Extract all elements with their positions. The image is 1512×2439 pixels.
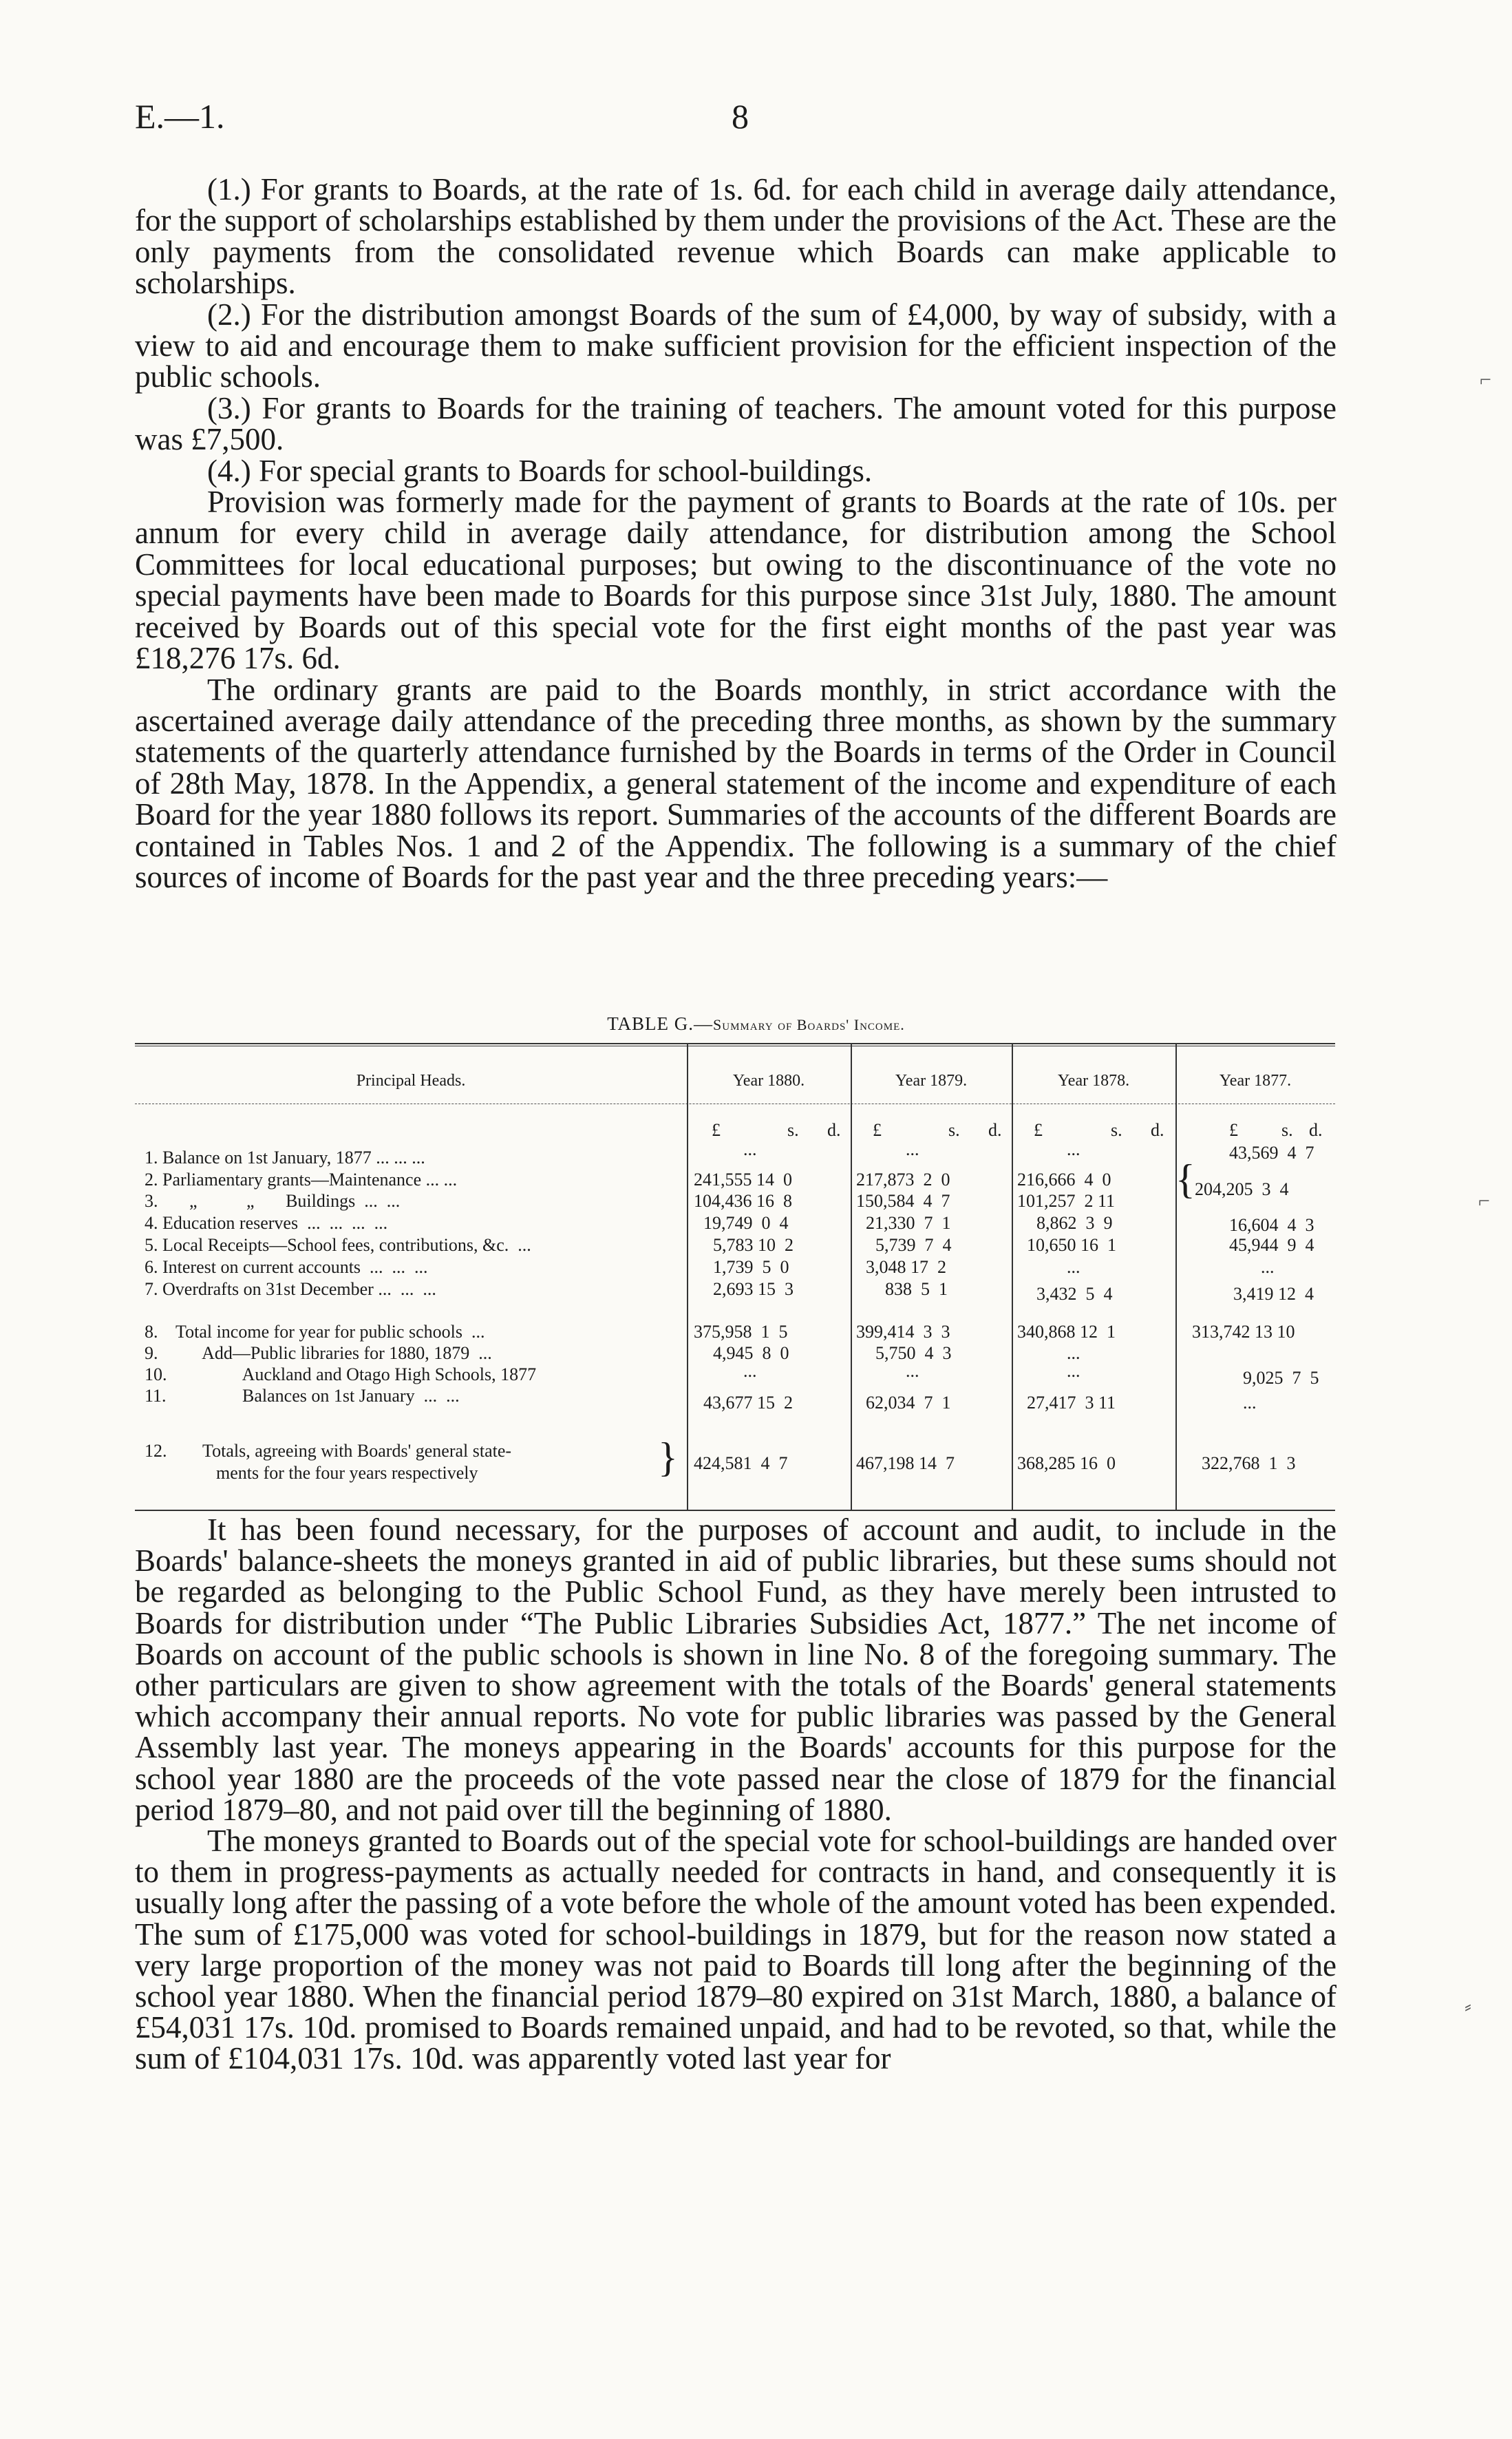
col-divider-2 xyxy=(851,1043,852,1511)
row6-1878: ... xyxy=(1067,1257,1080,1277)
row1-1880: ... xyxy=(743,1139,757,1159)
row8-1878: 340,868 12 1 xyxy=(1017,1322,1116,1342)
unit-pound-1879: £ xyxy=(873,1120,882,1140)
row-label-8: 8. Total income for year for public schools ... xyxy=(145,1322,485,1342)
row1-1878: ... xyxy=(1067,1139,1080,1159)
row-label-3: 3. „ „ Buildings ... ... xyxy=(145,1191,401,1211)
bottom-text-block xyxy=(135,1514,1337,2075)
row-label-11: 11. Balances on 1st January ... ... xyxy=(145,1386,460,1406)
paragraph-grants-buildings: (4.) For special grants to Boards for school-buildings. xyxy=(207,453,873,488)
row-label-7: 7. Overdrafts on 31st December ... ... ... xyxy=(145,1279,436,1299)
col-divider-1 xyxy=(687,1043,688,1511)
row-label-10: 10. Auckland and Otago High Schools, 1877 xyxy=(145,1364,537,1384)
row10-1878: ... xyxy=(1067,1361,1080,1381)
row7-1878: 3,432 5 4 xyxy=(1036,1284,1113,1304)
row10-1880: ... xyxy=(743,1361,757,1381)
top-text-block xyxy=(135,174,1337,893)
row7-1877: 3,419 12 4 xyxy=(1233,1284,1314,1304)
unit-pence-1879: d. xyxy=(988,1120,1002,1140)
brace-1877-grants: { xyxy=(1175,1157,1195,1202)
col-divider-4 xyxy=(1175,1043,1177,1511)
row12-1878: 368,285 16 0 xyxy=(1017,1453,1116,1473)
col-header-principal: Principal Heads. xyxy=(356,1072,466,1090)
row11-1880: 43,677 15 2 xyxy=(703,1393,793,1413)
row2-1878: 216,666 4 0 xyxy=(1017,1170,1111,1190)
row-label-12-line1: 12. Totals, agreeing with Boards' general state- xyxy=(145,1441,512,1461)
row-label-9: 9. Add—Public libraries for 1880, 1879 ... xyxy=(145,1343,492,1363)
row12-1877: 322,768 1 3 xyxy=(1202,1453,1296,1473)
row6-1877: ... xyxy=(1261,1257,1275,1277)
unit-shilling-1879: s. xyxy=(948,1120,960,1140)
row5-1878: 10,650 16 1 xyxy=(1027,1235,1116,1255)
page-number: 8 xyxy=(732,97,749,136)
unit-pound-1880: £ xyxy=(712,1120,721,1140)
row2-1879: 217,873 2 0 xyxy=(856,1170,950,1190)
unit-pound-1877: £ xyxy=(1229,1120,1238,1140)
row7-1880: 2,693 15 3 xyxy=(713,1279,794,1299)
unit-shilling-1880: s. xyxy=(787,1120,799,1140)
paragraph-school-buildings: The moneys granted to Boards out of the special vote for school-buildings are handed over to them in progress-payments as actually needed for contracts in hand, and consequently it is usually long after the passing of a vote before the whole of the amount voted has been expended. The sum of £175,000 was voted for school-buildings in 1879, but for the reason now stated a very large proportion of the money was not paid to Boards till long after the beginning of the school year 1880. When the financial period 1879–80 expired on 31st March, 1880, a balance of £54,031 17s. 10d. promised to Boards remained unpaid, and had to be revoted, so that, while the sum of £104,031 17s. 10d. was apparently voted last year for xyxy=(135,1824,1337,2076)
table-caption-prefix: TABLE G.— xyxy=(607,1013,714,1034)
col-header-1879: Year 1879. xyxy=(895,1072,968,1090)
row-label-1: 1. Balance on 1st January, 1877 ... ... ... xyxy=(145,1148,425,1168)
unit-pound-1878: £ xyxy=(1034,1120,1043,1140)
row7-1879: 838 5 1 xyxy=(885,1279,948,1299)
row10-1877: 9,025 7 5 xyxy=(1243,1368,1319,1388)
row3-1880: 104,436 16 8 xyxy=(694,1191,792,1211)
margin-mark-1: ⌐ xyxy=(1480,368,1491,391)
unit-shilling-1877: s. xyxy=(1281,1120,1293,1140)
col-header-1880: Year 1880. xyxy=(732,1072,805,1090)
row4-1877: 16,604 4 3 xyxy=(1229,1215,1314,1235)
row6-1879: 3,048 17 2 xyxy=(866,1257,946,1277)
unit-pence-1877: d. xyxy=(1309,1120,1323,1140)
row4-1878: 8,862 3 9 xyxy=(1036,1213,1113,1233)
row11-1878: 27,417 3 11 xyxy=(1027,1393,1116,1413)
row-label-4: 4. Education reserves ... ... ... ... xyxy=(145,1213,388,1233)
col-divider-3 xyxy=(1012,1043,1013,1511)
row9-1878: ... xyxy=(1067,1343,1080,1363)
row12-1879: 467,198 14 7 xyxy=(856,1453,955,1473)
row5-1879: 5,739 7 4 xyxy=(875,1235,952,1255)
row9-1880: 4,945 8 0 xyxy=(713,1343,789,1363)
unit-pence-1880: d. xyxy=(827,1120,841,1140)
row-label-5: 5. Local Receipts—School fees, contributions, &c. ... xyxy=(145,1235,531,1255)
income-summary-table xyxy=(135,1043,1335,1511)
row11-1877: ... xyxy=(1243,1393,1257,1413)
row1-1877: 43,569 4 7 xyxy=(1229,1143,1314,1163)
unit-shilling-1878: s. xyxy=(1111,1120,1122,1140)
col-header-1878: Year 1878. xyxy=(1057,1072,1130,1090)
table-caption-title: Summary of Boards' Income. xyxy=(713,1016,905,1033)
row-label-12-line2: ments for the four years respectively xyxy=(145,1463,478,1483)
row5-1877: 45,944 9 4 xyxy=(1229,1235,1314,1255)
row4-1879: 21,330 7 1 xyxy=(866,1213,951,1233)
table-caption xyxy=(0,1013,1512,1035)
table-top-rule xyxy=(135,1043,1335,1044)
row5-1880: 5,783 10 2 xyxy=(713,1235,794,1255)
row3-1877: 204,205 3 4 xyxy=(1195,1179,1289,1199)
row4-1880: 19,749 0 4 xyxy=(703,1213,789,1233)
row10-1879: ... xyxy=(906,1361,919,1381)
row-label-6: 6. Interest on current accounts ... ... ... xyxy=(145,1257,428,1277)
paragraph-committees: Provision was formerly made for the payment of grants to Boards at the rate of 10s. per annum for every child in average daily attendance, for distribution among the School Committees for local educational purposes; but owing to the discontinuance of the vote no special payments have been made to Boards for this purpose since 31st July, 1880. The amount received by Boards out of this special vote for the first eight months of the past year was £18,276 17s. 6d. xyxy=(135,485,1337,676)
row1-1879: ... xyxy=(906,1139,919,1159)
row12-1880: 424,581 4 7 xyxy=(694,1453,788,1473)
col-header-1877: Year 1877. xyxy=(1219,1072,1292,1090)
margin-mark-3: ⸗ xyxy=(1465,1995,1471,2018)
row8-1877: 313,742 13 10 xyxy=(1192,1322,1295,1342)
row-label-2: 2. Parliamentary grants—Maintenance ... ... xyxy=(145,1170,458,1190)
row8-1879: 399,414 3 3 xyxy=(856,1322,950,1342)
paragraph-grants-training: (3.) For grants to Boards for the training of teachers. The amount voted for this purpose was £7,500. xyxy=(135,390,1337,457)
brace-totals: { xyxy=(658,1435,678,1480)
row8-1880: 375,958 1 5 xyxy=(694,1322,788,1342)
row9-1879: 5,750 4 3 xyxy=(875,1343,952,1363)
row2-1880: 241,555 14 0 xyxy=(694,1170,792,1190)
paragraph-public-libraries: It has been found necessary, for the purposes of account and audit, to include in the Boards' balance-sheets the moneys granted in aid of public libraries, but these sums should not be regarded as belonging to the Public School Fund, as they have merely been intrusted to Boards for distribution under “The Public Libraries Subsidies Act, 1877.” The net income of Boards on account of the public schools is shown in line No. 8 of the foregoing summary. The other particulars are given to show agreement with the totals of the Boards' general statements which accompany their annual reports. No vote for public libraries was passed by the General Assembly last year. The moneys appearing in the Boards' accounts for this purpose for the school year 1880 are the proceeds of the vote passed near the close of 1879 for the financial period 1879–80, and not paid over till the beginning of 1880. xyxy=(135,1512,1337,1827)
paragraph-grants-inspection: (2.) For the distribution amongst Boards of the sum of £4,000, by way of subsidy, with a view to aid and encourage them to make sufficient provision for the efficient inspection of the public schools. xyxy=(135,297,1337,394)
unit-pence-1878: d. xyxy=(1151,1120,1164,1140)
row6-1880: 1,739 5 0 xyxy=(713,1257,789,1277)
paragraph-grants-scholarships: (1.) For grants to Boards, at the rate of 1s. 6d. for each child in average daily attendance, for the support of scholarships established by them under the provisions of the Act. These are the only payments from the consolidated revenue which Boards can make applicable to scholarships. xyxy=(135,172,1337,301)
section-code: E.—1. xyxy=(135,97,225,136)
row11-1879: 62,034 7 1 xyxy=(866,1393,951,1413)
row3-1879: 150,584 4 7 xyxy=(856,1191,950,1211)
margin-mark-2: ⌐ xyxy=(1478,1190,1490,1212)
table-bottom-rule xyxy=(135,1510,1335,1511)
row3-1878: 101,257 2 11 xyxy=(1017,1191,1116,1211)
paragraph-ordinary-grants: The ordinary grants are paid to the Boards monthly, in strict accordance with the ascertained average daily attendance of the preceding three months, as shown by the summary statements of the quarterly attendance furnished by the Boards in terms of the Order in Council of 28th May, 1878. In the Appendix, a general statement of the income and expenditure of each Board for the year 1880 follows its report. Summaries of the accounts of the different Boards are contained in Tables Nos. 1 and 2 of the Appendix. The following is a summary of the chief sources of income of Boards for the past year and the three preceding years:— xyxy=(135,672,1337,894)
